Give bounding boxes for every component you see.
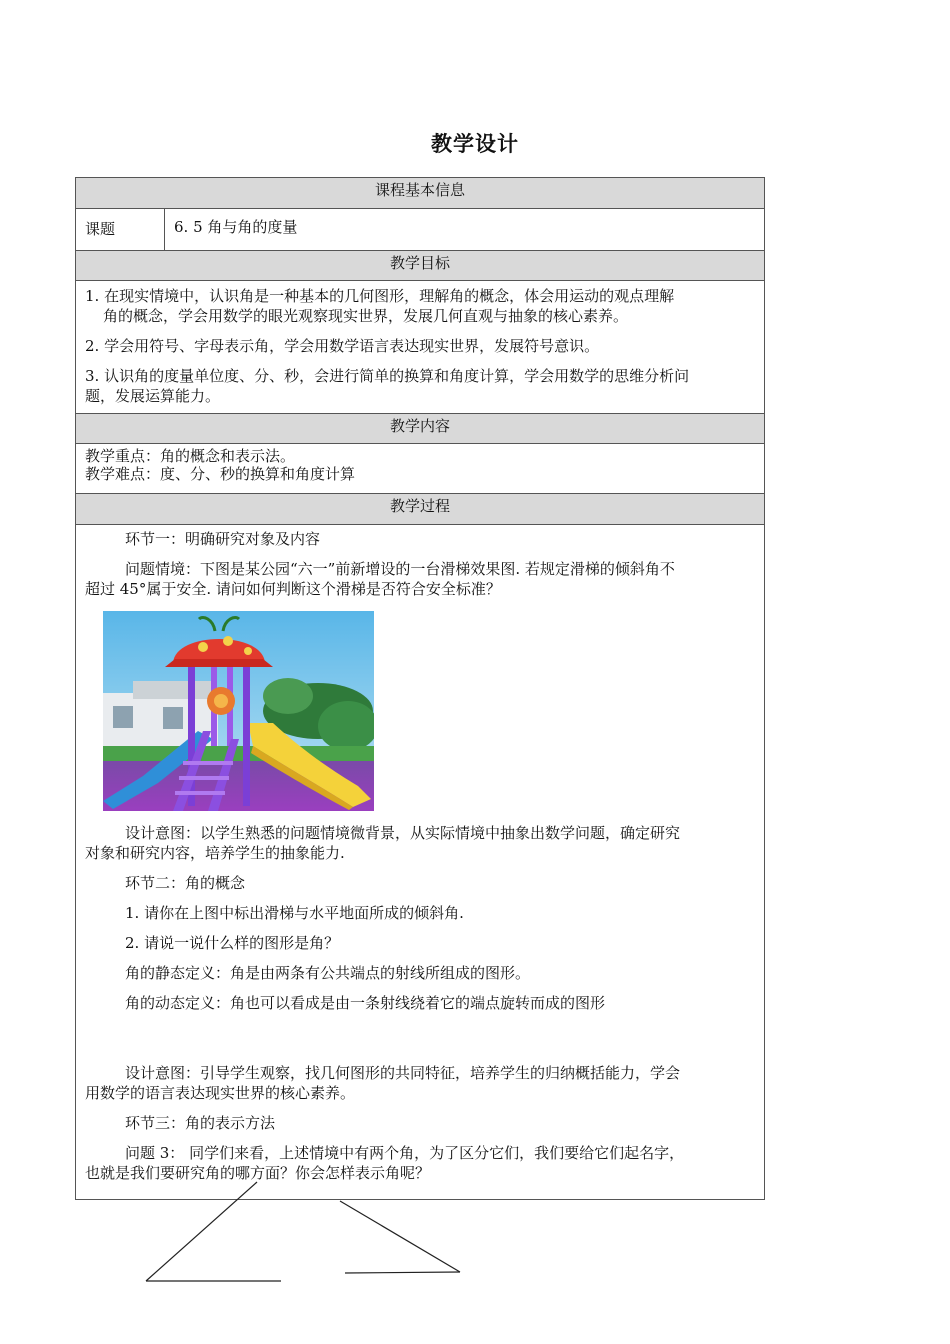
step-2-heading: 环节二：角的概念 [125, 874, 246, 892]
question-2: 2. 请说一说什么样的图形是角？ [125, 934, 340, 952]
problem-line-2: 超过 45°属于安全. 请问如何判断这个滑梯是否符合安全标准？ [85, 580, 501, 598]
topic-row [76, 209, 764, 251]
key-point: 教学重点：角的概念和表示法。 [85, 447, 296, 465]
dynamic-definition: 角的动态定义：角也可以看成是由一条射线绕着它的端点旋转而成的图形 [125, 994, 606, 1012]
goal-3-line-1: 3. 认识角的度量单位度、分、秒，会进行简单的换算和角度计算，学会用数学的思维分析问 [85, 367, 690, 385]
question-1: 1. 请你在上图中标出滑梯与水平地面所成的倾斜角. [125, 904, 464, 922]
design-intent-1-line-1: 设计意图：以学生熟悉的问题情境微背景，从实际情境中抽象出数学问题，确定研究 [125, 824, 681, 842]
page-title: 教学设计 [431, 131, 519, 156]
goal-1-line-2: 角的概念，学会用数学的眼光观察现实世界，发展几何直观与抽象的核心素养。 [103, 307, 629, 325]
angle-figure-right [340, 1201, 460, 1273]
question-3-line-1: 问题 3： 同学们来看，上述情境中有两个角，为了区分它们，我们要给它们起名字， [125, 1144, 685, 1162]
goal-2: 2. 学会用符号、字母表示角，学会用数学语言表达现实世界，发展符号意识。 [85, 337, 600, 355]
static-definition: 角的静态定义：角是由两条有公共端点的射线所组成的图形。 [125, 964, 531, 982]
playground-slide-image [103, 611, 374, 811]
goal-3-line-2: 题，发展运算能力。 [85, 387, 221, 405]
section-header-basic-info: 课程基本信息 [76, 178, 764, 209]
design-intent-2-line-2: 用数学的语言表达现实世界的核心素养。 [85, 1084, 356, 1102]
design-intent-1-line-2: 对象和研究内容，培养学生的抽象能力. [85, 844, 345, 862]
step-1-heading: 环节一：明确研究对象及内容 [125, 530, 321, 548]
design-intent-2-line-1: 设计意图：引导学生观察，找几何图形的共同特征，培养学生的归纳概括能力，学会 [125, 1064, 681, 1082]
topic-label: 课题 [76, 209, 165, 250]
process-cell [76, 525, 764, 1183]
topic-value: 6. 5 角与角的度量 [174, 218, 298, 236]
lesson-plan-table [75, 177, 765, 1200]
section-header-goals: 教学目标 [76, 251, 764, 281]
goals-cell [76, 281, 764, 414]
difficult-point: 教学难点：度、分、秒的换算和角度计算 [85, 465, 356, 483]
problem-line-1: 问题情境：下图是某公园“六一”前新增设的一台滑梯效果图. 若规定滑梯的倾斜角不 [125, 560, 675, 578]
step-3-heading: 环节三：角的表示方法 [125, 1114, 276, 1132]
content-cell [76, 444, 764, 494]
section-header-content: 教学内容 [76, 414, 764, 444]
section-header-process: 教学过程 [76, 494, 764, 525]
question-3-line-2: 也就是我们要研究角的哪方面？你会怎样表示角呢？ [85, 1164, 431, 1182]
goal-1-line-1: 1. 在现实情境中，认识角是一种基本的几何图形，理解角的概念，体会用运动的观点理解 [85, 287, 675, 305]
slide-photo [103, 611, 374, 811]
